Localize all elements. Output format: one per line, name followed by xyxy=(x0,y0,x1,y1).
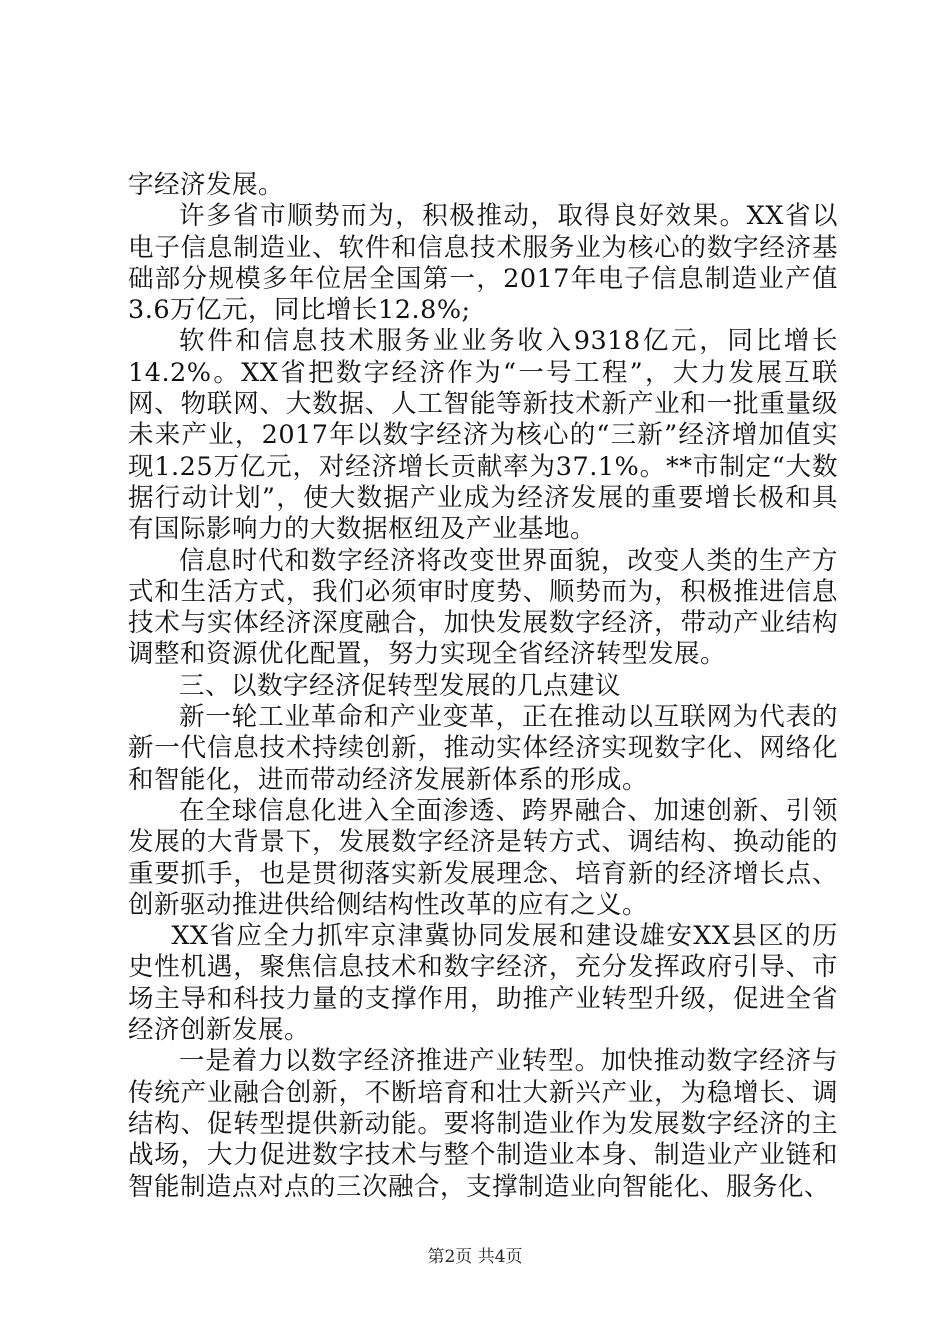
paragraph: 软件和信息技术服务业业务收入9318亿元，同比增长14.2%。XX省把数字经济作为“一号工程”，大力发展互联网、物联网、大数据、人工智能等新技术新产业和一批重量级未来产业，2017年以数字经济为核心的“三新”经济增加值实现1.25万亿元，对经济增长贡献率为37.1%。**市制定“大数据行动计划”，使大数据产业成为经济发展的重要增长极和具有国际影响力的大数据枢纽及产业基地。 xyxy=(128,326,838,545)
paragraph-continuation: 字经济发展。 xyxy=(128,170,285,200)
paragraph: 在全球信息化进入全面渗透、跨界融合、加速创新、引领发展的大背景下，发展数字经济是转方式、调结构、换动能的重要抓手，也是贯彻落实新发展理念、培育新的经济增长点、创新驱动推进供给侧结构性改革的应有之义。 xyxy=(128,795,838,920)
paragraph: 许多省市顺势而为，积极推动，取得良好效果。XX省以电子信息制造业、软件和信息技术服务业为核心的数字经济基础部分规模多年位居全国第一，2017年电子信息制造业产值3.6万亿元，同比增长12.8%; xyxy=(128,201,838,326)
paragraph: 新一轮工业革命和产业变革，正在推动以互联网为代表的新一代信息技术持续创新，推动实体经济实现数字化、网络化和智能化，进而带动经济发展新体系的形成。 xyxy=(128,702,838,795)
document-body xyxy=(128,170,838,1203)
paragraph: 一是着力以数字经济推进产业转型。加快推动数字经济与传统产业融合创新，不断培育和壮大新兴产业，为稳增长、调结构、促转型提供新动能。要将制造业作为发展数字经济的主战场，大力促进数字技术与整个制造业本身、制造业产业链和智能制造点对点的三次融合，支撑制造业向智能化、服务化、 xyxy=(128,1046,838,1202)
paragraph: XX省应全力抓牢京津冀协同发展和建设雄安XX县区的历史性机遇，聚焦信息技术和数字经济，充分发挥政府引导、市场主导和科技力量的支撑作用，助推产业转型升级，促进全省经济创新发展。 xyxy=(128,921,838,1046)
paragraph: 信息时代和数字经济将改变世界面貌，改变人类的生产方式和生活方式，我们必须审时度势、顺势而为，积极推进信息技术与实体经济深度融合，加快发展数字经济，带动产业结构调整和资源优化配置，努力实现全省经济转型发展。 xyxy=(128,545,838,670)
page-number-footer: 第2页 共4页 xyxy=(427,1247,523,1267)
section-heading: 三、以数字经济促转型发展的几点建议 xyxy=(179,670,622,701)
